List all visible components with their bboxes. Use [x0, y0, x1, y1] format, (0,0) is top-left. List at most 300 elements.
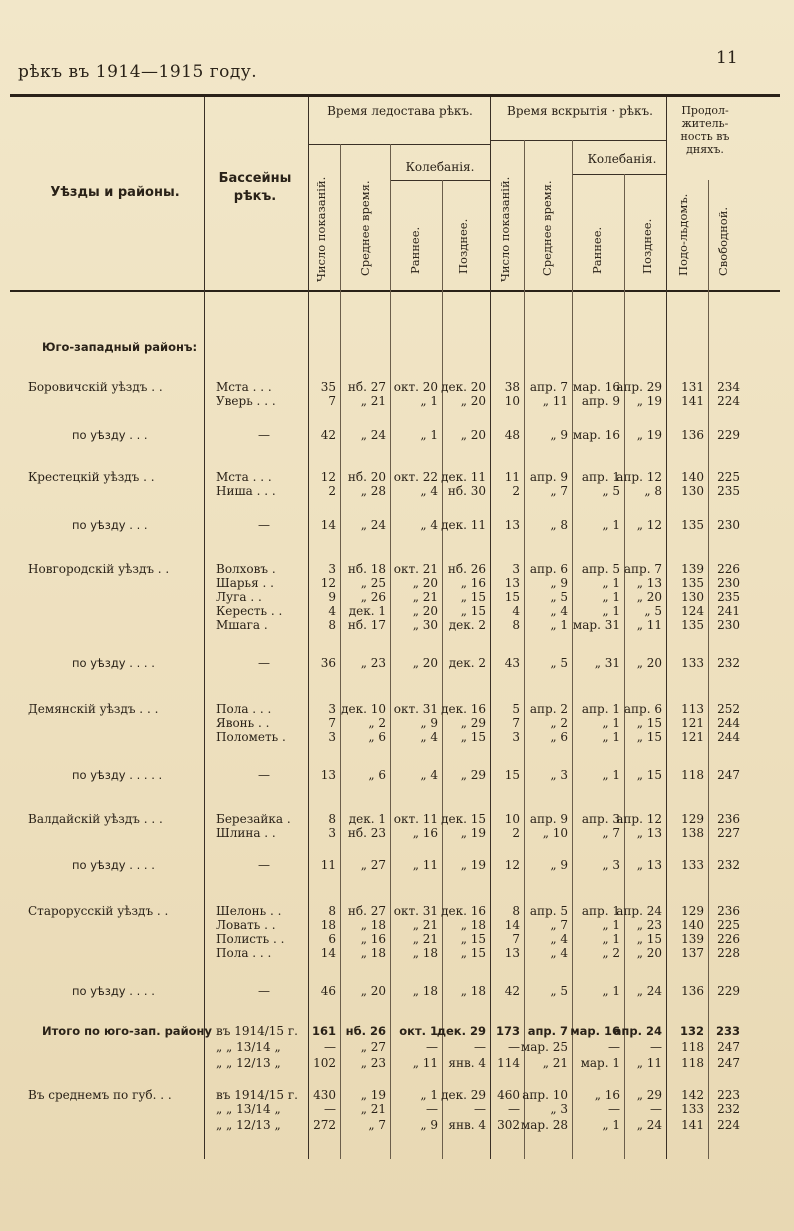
- row-basin: Полометь .: [216, 730, 286, 744]
- cell-c3: „ 16: [412, 826, 438, 840]
- cell-c9: 135: [681, 576, 704, 590]
- cell-c10: 244: [717, 730, 740, 744]
- cell-c4: „ 19: [460, 826, 486, 840]
- cell-c6: „ 9: [550, 858, 568, 872]
- cell-c4: дек. 29: [441, 1088, 486, 1102]
- row-label: Боровичскій уѣздъ . .: [28, 380, 163, 394]
- cell-c2: „ 25: [360, 576, 386, 590]
- cell-c9: 118: [681, 768, 704, 782]
- cell-c5: 2: [512, 484, 520, 498]
- cell-c3: „ 1: [420, 428, 438, 442]
- cell-c7: „ 1: [602, 590, 620, 604]
- cell-c1: 42: [320, 428, 336, 442]
- cell-c5: 14: [504, 918, 520, 932]
- cell-c3: „ 20: [412, 656, 438, 670]
- section-title: Юго-западный районъ:: [42, 340, 198, 354]
- cell-c1: 8: [328, 812, 336, 826]
- cell-c9: 133: [681, 656, 704, 670]
- cell-c10: 252: [717, 702, 740, 716]
- cell-c3: „ 1: [420, 394, 438, 408]
- cell-c9: 132: [679, 1024, 704, 1038]
- cell-c5: 10: [504, 394, 520, 408]
- cell-c4: дек. 16: [441, 904, 486, 918]
- cell-c2: „ 27: [360, 858, 386, 872]
- cell-c5: 4: [512, 604, 520, 618]
- cell-c1: 8: [328, 618, 336, 632]
- cell-c9: 121: [681, 716, 704, 730]
- header-late-freeze: Позднее.: [456, 218, 470, 274]
- cell-c4: дек. 2: [448, 618, 486, 632]
- row-basin: „ „ 13/14 „: [216, 1040, 281, 1054]
- cell-c9: 121: [681, 730, 704, 744]
- cell-c7: „ 7: [602, 826, 620, 840]
- cell-c8: „ 13: [636, 826, 662, 840]
- cell-c5: 7: [512, 932, 520, 946]
- cell-c5: —: [508, 1040, 520, 1054]
- cell-c8: „ 15: [636, 932, 662, 946]
- cell-c5: —: [508, 1102, 520, 1116]
- cell-c5: 13: [504, 518, 520, 532]
- cell-c3: окт. 21: [393, 562, 438, 576]
- cell-c6: „ 5: [550, 984, 568, 998]
- cell-c7: „ 31: [594, 656, 620, 670]
- row-basin: Луга . .: [216, 590, 262, 604]
- top-rule: [10, 94, 780, 97]
- header-mean-open: Среднее время.: [540, 180, 554, 276]
- row-basin: Пола . . .: [216, 702, 272, 716]
- cell-c5: 173: [495, 1024, 520, 1038]
- cell-c6: апр. 5: [529, 904, 568, 918]
- cell-c8: „ 24: [636, 1118, 662, 1132]
- cell-c4: „ 18: [460, 984, 486, 998]
- cell-c6: „ 1: [550, 618, 568, 632]
- header-basin: Бассейны рѣкъ.: [218, 171, 292, 204]
- cell-c3: окт. 31: [393, 702, 438, 716]
- cell-c10: 235: [717, 484, 740, 498]
- cell-c2: нб. 23: [347, 826, 386, 840]
- cell-c4: дек. 11: [441, 470, 486, 484]
- cell-c7: апр. 3: [581, 812, 620, 826]
- cell-c3: „ 4: [420, 518, 438, 532]
- cell-c8: „ 19: [636, 394, 662, 408]
- cell-c2: нб. 27: [347, 380, 386, 394]
- cell-c9: 133: [681, 1102, 704, 1116]
- row-label: Новгородскій уѣздъ . .: [28, 562, 170, 576]
- cell-c5: 302: [497, 1118, 520, 1132]
- cell-c2: „ 27: [360, 1040, 386, 1054]
- cell-c4: „ 16: [460, 576, 486, 590]
- cell-c6: „ 21: [542, 1056, 568, 1070]
- cell-c5: 15: [504, 590, 520, 604]
- cell-c2: „ 19: [360, 1088, 386, 1102]
- cell-c5: 43: [504, 656, 520, 670]
- running-title: рѣкъ въ 1914—1915 году.: [18, 62, 258, 82]
- cell-c8: „ 23: [636, 918, 662, 932]
- cell-c10: 230: [717, 576, 740, 590]
- cell-c10: 247: [717, 768, 740, 782]
- cell-c2: „ 23: [360, 1056, 386, 1070]
- cell-c6: апр. 7: [527, 1024, 568, 1038]
- cell-c3: „ 30: [412, 618, 438, 632]
- cell-c10: 232: [717, 656, 740, 670]
- cell-c8: „ 11: [636, 1056, 662, 1070]
- cell-c3: „ 11: [412, 1056, 438, 1070]
- cell-c3: окт. 11: [393, 812, 438, 826]
- cell-c8: апр. 12: [616, 812, 662, 826]
- cell-c8: —: [650, 1040, 662, 1054]
- cell-c6: „ 7: [550, 918, 568, 932]
- cell-c2: „ 21: [360, 394, 386, 408]
- row-basin: —: [258, 858, 270, 872]
- row-basin: Волховъ .: [216, 562, 276, 576]
- cell-c1: 7: [328, 716, 336, 730]
- cell-c2: „ 2: [368, 716, 386, 730]
- cell-c5: 48: [504, 428, 520, 442]
- cell-c2: нб. 20: [347, 470, 386, 484]
- cell-c7: „ 2: [602, 946, 620, 960]
- row-label: по уѣзду . . . . .: [72, 768, 163, 782]
- cell-c6: „ 5: [550, 590, 568, 604]
- cell-c9: 136: [681, 428, 704, 442]
- cell-c4: дек. 29: [436, 1024, 486, 1038]
- row-basin: Шлина . .: [216, 826, 276, 840]
- cell-c9: 137: [681, 946, 704, 960]
- row-basin: Явонь . .: [216, 716, 270, 730]
- cell-c8: „ 24: [636, 984, 662, 998]
- cell-c10: 234: [717, 380, 740, 394]
- cell-c9: 138: [681, 826, 704, 840]
- cell-c3: окт. 22: [393, 470, 438, 484]
- cell-c9: 141: [681, 1118, 704, 1132]
- cell-c1: 2: [328, 484, 336, 498]
- cell-c7: апр. 9: [581, 394, 620, 408]
- cell-c5: 12: [504, 858, 520, 872]
- cell-c1: 13: [320, 768, 336, 782]
- row-label: по уѣзду . . . .: [72, 858, 155, 872]
- cell-c4: „ 20: [460, 394, 486, 408]
- cell-c3: „ 4: [420, 730, 438, 744]
- header-free: Свободной.: [716, 206, 730, 276]
- row-basin: Шарья . .: [216, 576, 274, 590]
- cell-c3: „ 4: [420, 484, 438, 498]
- row-basin: Шелонь . .: [216, 904, 282, 918]
- cell-c3: „ 1: [420, 1088, 438, 1102]
- cell-c5: 13: [504, 576, 520, 590]
- cell-c10: 225: [717, 918, 740, 932]
- cell-c2: „ 23: [360, 656, 386, 670]
- cell-c4: нб. 26: [447, 562, 486, 576]
- cell-c3: „ 9: [420, 716, 438, 730]
- cell-c7: „ 1: [602, 716, 620, 730]
- cell-c8: „ 12: [636, 518, 662, 532]
- cell-c10: 225: [717, 470, 740, 484]
- cell-c8: „ 15: [636, 716, 662, 730]
- cell-c9: 113: [681, 702, 704, 716]
- cell-c9: 133: [681, 858, 704, 872]
- cell-c10: 235: [717, 590, 740, 604]
- cell-c7: „ 3: [602, 858, 620, 872]
- cell-c8: „ 20: [636, 656, 662, 670]
- cell-c9: 129: [681, 904, 704, 918]
- cell-c6: „ 9: [550, 576, 568, 590]
- cell-c4: дек. 15: [441, 812, 486, 826]
- cell-c8: „ 20: [636, 946, 662, 960]
- cell-c3: „ 21: [412, 932, 438, 946]
- cell-c7: апр. 1: [581, 702, 620, 716]
- cell-c6: апр. 2: [529, 702, 568, 716]
- cell-c2: „ 28: [360, 484, 386, 498]
- cell-c6: мар. 25: [520, 1040, 568, 1054]
- cell-c8: „ 11: [636, 618, 662, 632]
- cell-c4: „ 18: [460, 918, 486, 932]
- page-number: 11: [716, 48, 738, 68]
- header-early-open: Раннее.: [590, 226, 604, 274]
- cell-c9: 140: [681, 918, 704, 932]
- header-region: Уѣзды и районы.: [50, 185, 180, 200]
- row-basin: Уверь . . .: [216, 394, 276, 408]
- cell-c1: 35: [320, 380, 336, 394]
- row-label: Демянскій уѣздъ . . .: [28, 702, 159, 716]
- cell-c10: 241: [717, 604, 740, 618]
- row-basin: —: [258, 656, 270, 670]
- cell-c7: мар. 1: [580, 1056, 620, 1070]
- cell-c8: апр. 29: [616, 380, 662, 394]
- row-label: Итого по юго-зап. району: [42, 1024, 212, 1038]
- cell-c6: мар. 28: [520, 1118, 568, 1132]
- cell-c7: —: [608, 1040, 620, 1054]
- cell-c1: 102: [313, 1056, 336, 1070]
- cell-c3: „ 20: [412, 576, 438, 590]
- cell-c7: мар. 31: [572, 618, 620, 632]
- cell-c7: „ 1: [602, 730, 620, 744]
- row-label: по уѣзду . . . .: [72, 656, 155, 670]
- cell-c7: „ 1: [602, 518, 620, 532]
- cell-c1: 161: [311, 1024, 336, 1038]
- row-basin: Ловать . .: [216, 918, 276, 932]
- cell-c5: 13: [504, 946, 520, 960]
- row-basin: —: [258, 768, 270, 782]
- cell-c5: 2: [512, 826, 520, 840]
- header-count-freeze: Число показаній.: [314, 176, 328, 282]
- cell-c4: дек. 11: [441, 518, 486, 532]
- row-basin: Мшага .: [216, 618, 268, 632]
- cell-c10: 229: [717, 984, 740, 998]
- cell-c2: нб. 27: [347, 904, 386, 918]
- cell-c1: 3: [328, 562, 336, 576]
- cell-c4: „ 20: [460, 428, 486, 442]
- row-basin: въ 1914/15 г.: [216, 1088, 298, 1102]
- cell-c5: 8: [512, 618, 520, 632]
- cell-c5: 114: [497, 1056, 520, 1070]
- cell-c9: 135: [681, 618, 704, 632]
- cell-c1: 4: [328, 604, 336, 618]
- cell-c6: апр. 9: [529, 812, 568, 826]
- cell-c10: 247: [717, 1040, 740, 1054]
- row-basin: Ниша . . .: [216, 484, 276, 498]
- cell-c5: 460: [497, 1088, 520, 1102]
- cell-c2: „ 16: [360, 932, 386, 946]
- header-fluct-open: Колебанія.: [587, 152, 657, 166]
- cell-c5: 15: [504, 768, 520, 782]
- cell-c6: „ 7: [550, 484, 568, 498]
- cell-c7: „ 1: [602, 768, 620, 782]
- row-basin: Мста . . .: [216, 470, 272, 484]
- cell-c4: „ 15: [460, 604, 486, 618]
- cell-c1: —: [324, 1040, 336, 1054]
- row-basin: „ „ 12/13 „: [216, 1118, 281, 1132]
- cell-c8: „ 8: [644, 484, 662, 498]
- cell-c6: „ 9: [550, 428, 568, 442]
- cell-c4: дек. 20: [441, 380, 486, 394]
- cell-c3: „ 18: [412, 946, 438, 960]
- cell-c9: 118: [681, 1040, 704, 1054]
- cell-c10: 229: [717, 428, 740, 442]
- cell-c9: 129: [681, 812, 704, 826]
- row-basin: Полисть . .: [216, 932, 285, 946]
- cell-c6: „ 8: [550, 518, 568, 532]
- cell-c5: 10: [504, 812, 520, 826]
- cell-c6: „ 6: [550, 730, 568, 744]
- row-label: Валдайскій уѣздъ . . .: [28, 812, 163, 826]
- cell-c5: 8: [512, 904, 520, 918]
- cell-c2: „ 6: [368, 768, 386, 782]
- cell-c9: 130: [681, 484, 704, 498]
- cell-c8: „ 29: [636, 1088, 662, 1102]
- cell-c1: 7: [328, 394, 336, 408]
- cell-c4: „ 29: [460, 768, 486, 782]
- header-duration: Продол-житель-ность въ дняхъ.: [680, 104, 730, 156]
- cell-c7: „ 1: [602, 1118, 620, 1132]
- cell-c3: окт. 31: [393, 904, 438, 918]
- cell-c2: „ 24: [360, 428, 386, 442]
- cell-c4: дек. 2: [448, 656, 486, 670]
- cell-c3: окт. 20: [393, 380, 438, 394]
- header-fluct-freeze: Колебанія.: [405, 160, 475, 174]
- header-early-freeze: Раннее.: [408, 226, 422, 274]
- cell-c6: „ 11: [542, 394, 568, 408]
- cell-c9: 139: [681, 562, 704, 576]
- header-freeze: Время ледостава рѣкъ.: [327, 104, 473, 118]
- cell-c3: „ 20: [412, 604, 438, 618]
- row-basin: Мста . . .: [216, 380, 272, 394]
- cell-c7: „ 1: [602, 918, 620, 932]
- cell-c1: 3: [328, 730, 336, 744]
- cell-c2: „ 6: [368, 730, 386, 744]
- cell-c1: 272: [313, 1118, 336, 1132]
- cell-c1: 12: [320, 470, 336, 484]
- cell-c4: —: [474, 1102, 486, 1116]
- header-mean-freeze: Среднее время.: [358, 180, 372, 276]
- cell-c1: 14: [320, 518, 336, 532]
- cell-c4: „ 15: [460, 932, 486, 946]
- cell-c4: дек. 16: [441, 702, 486, 716]
- cell-c4: нб. 30: [447, 484, 486, 498]
- cell-c6: апр. 7: [529, 380, 568, 394]
- cell-c6: „ 5: [550, 656, 568, 670]
- cell-c8: „ 20: [636, 590, 662, 604]
- cell-c3: „ 21: [412, 918, 438, 932]
- row-basin: Кересть . .: [216, 604, 283, 618]
- cell-c9: 141: [681, 394, 704, 408]
- header-open: Время вскрытія · рѣкъ.: [507, 104, 653, 118]
- cell-c7: мар. 16: [570, 1024, 620, 1038]
- header-rule: [10, 290, 780, 292]
- cell-c10: 228: [717, 946, 740, 960]
- cell-c9: 140: [681, 470, 704, 484]
- cell-c10: 230: [717, 518, 740, 532]
- cell-c6: „ 4: [550, 946, 568, 960]
- cell-c9: 139: [681, 932, 704, 946]
- cell-c2: „ 21: [360, 1102, 386, 1116]
- cell-c3: —: [426, 1040, 438, 1054]
- row-basin: Пола . . .: [216, 946, 272, 960]
- cell-c2: „ 20: [360, 984, 386, 998]
- row-basin: въ 1914/15 г.: [216, 1024, 298, 1038]
- cell-c10: 233: [715, 1024, 740, 1038]
- cell-c10: 236: [717, 812, 740, 826]
- cell-c1: —: [324, 1102, 336, 1116]
- row-label: по уѣзду . . . .: [72, 984, 155, 998]
- cell-c9: 124: [681, 604, 704, 618]
- cell-c6: „ 3: [550, 768, 568, 782]
- cell-c6: „ 4: [550, 604, 568, 618]
- cell-c9: 142: [681, 1088, 704, 1102]
- cell-c8: „ 13: [636, 576, 662, 590]
- cell-c5: 38: [504, 380, 520, 394]
- header-count-open: Число показаній.: [498, 176, 512, 282]
- cell-c3: „ 11: [412, 858, 438, 872]
- cell-c1: 12: [320, 576, 336, 590]
- cell-c7: „ 1: [602, 576, 620, 590]
- cell-c8: „ 15: [636, 768, 662, 782]
- cell-c10: 227: [717, 826, 740, 840]
- cell-c1: 18: [320, 918, 336, 932]
- cell-c3: „ 21: [412, 590, 438, 604]
- cell-c8: „ 13: [636, 858, 662, 872]
- cell-c6: „ 3: [550, 1102, 568, 1116]
- cell-c2: „ 18: [360, 918, 386, 932]
- cell-c10: 232: [717, 1102, 740, 1116]
- cell-c1: 3: [328, 826, 336, 840]
- cell-c8: „ 19: [636, 428, 662, 442]
- cell-c6: „ 4: [550, 932, 568, 946]
- cell-c5: 5: [512, 702, 520, 716]
- cell-c2: дек. 1: [348, 812, 386, 826]
- cell-c8: апр. 24: [613, 1024, 662, 1038]
- cell-c10: 224: [717, 394, 740, 408]
- cell-c5: 42: [504, 984, 520, 998]
- cell-c3: окт. 1: [399, 1024, 438, 1038]
- cell-c8: „ 15: [636, 730, 662, 744]
- cell-c1: 36: [320, 656, 336, 670]
- cell-c2: „ 18: [360, 946, 386, 960]
- cell-c4: „ 15: [460, 946, 486, 960]
- cell-c5: 3: [512, 562, 520, 576]
- cell-c6: апр. 9: [529, 470, 568, 484]
- cell-c2: дек. 1: [348, 604, 386, 618]
- cell-c5: 11: [504, 470, 520, 484]
- cell-c1: 8: [328, 904, 336, 918]
- cell-c1: 430: [313, 1088, 336, 1102]
- cell-c4: янв. 4: [448, 1118, 486, 1132]
- cell-c7: „ 16: [594, 1088, 620, 1102]
- cell-c8: —: [650, 1102, 662, 1116]
- cell-c2: нб. 17: [347, 618, 386, 632]
- cell-c9: 118: [681, 1056, 704, 1070]
- cell-c5: 3: [512, 730, 520, 744]
- cell-c1: 46: [320, 984, 336, 998]
- cell-c10: 230: [717, 618, 740, 632]
